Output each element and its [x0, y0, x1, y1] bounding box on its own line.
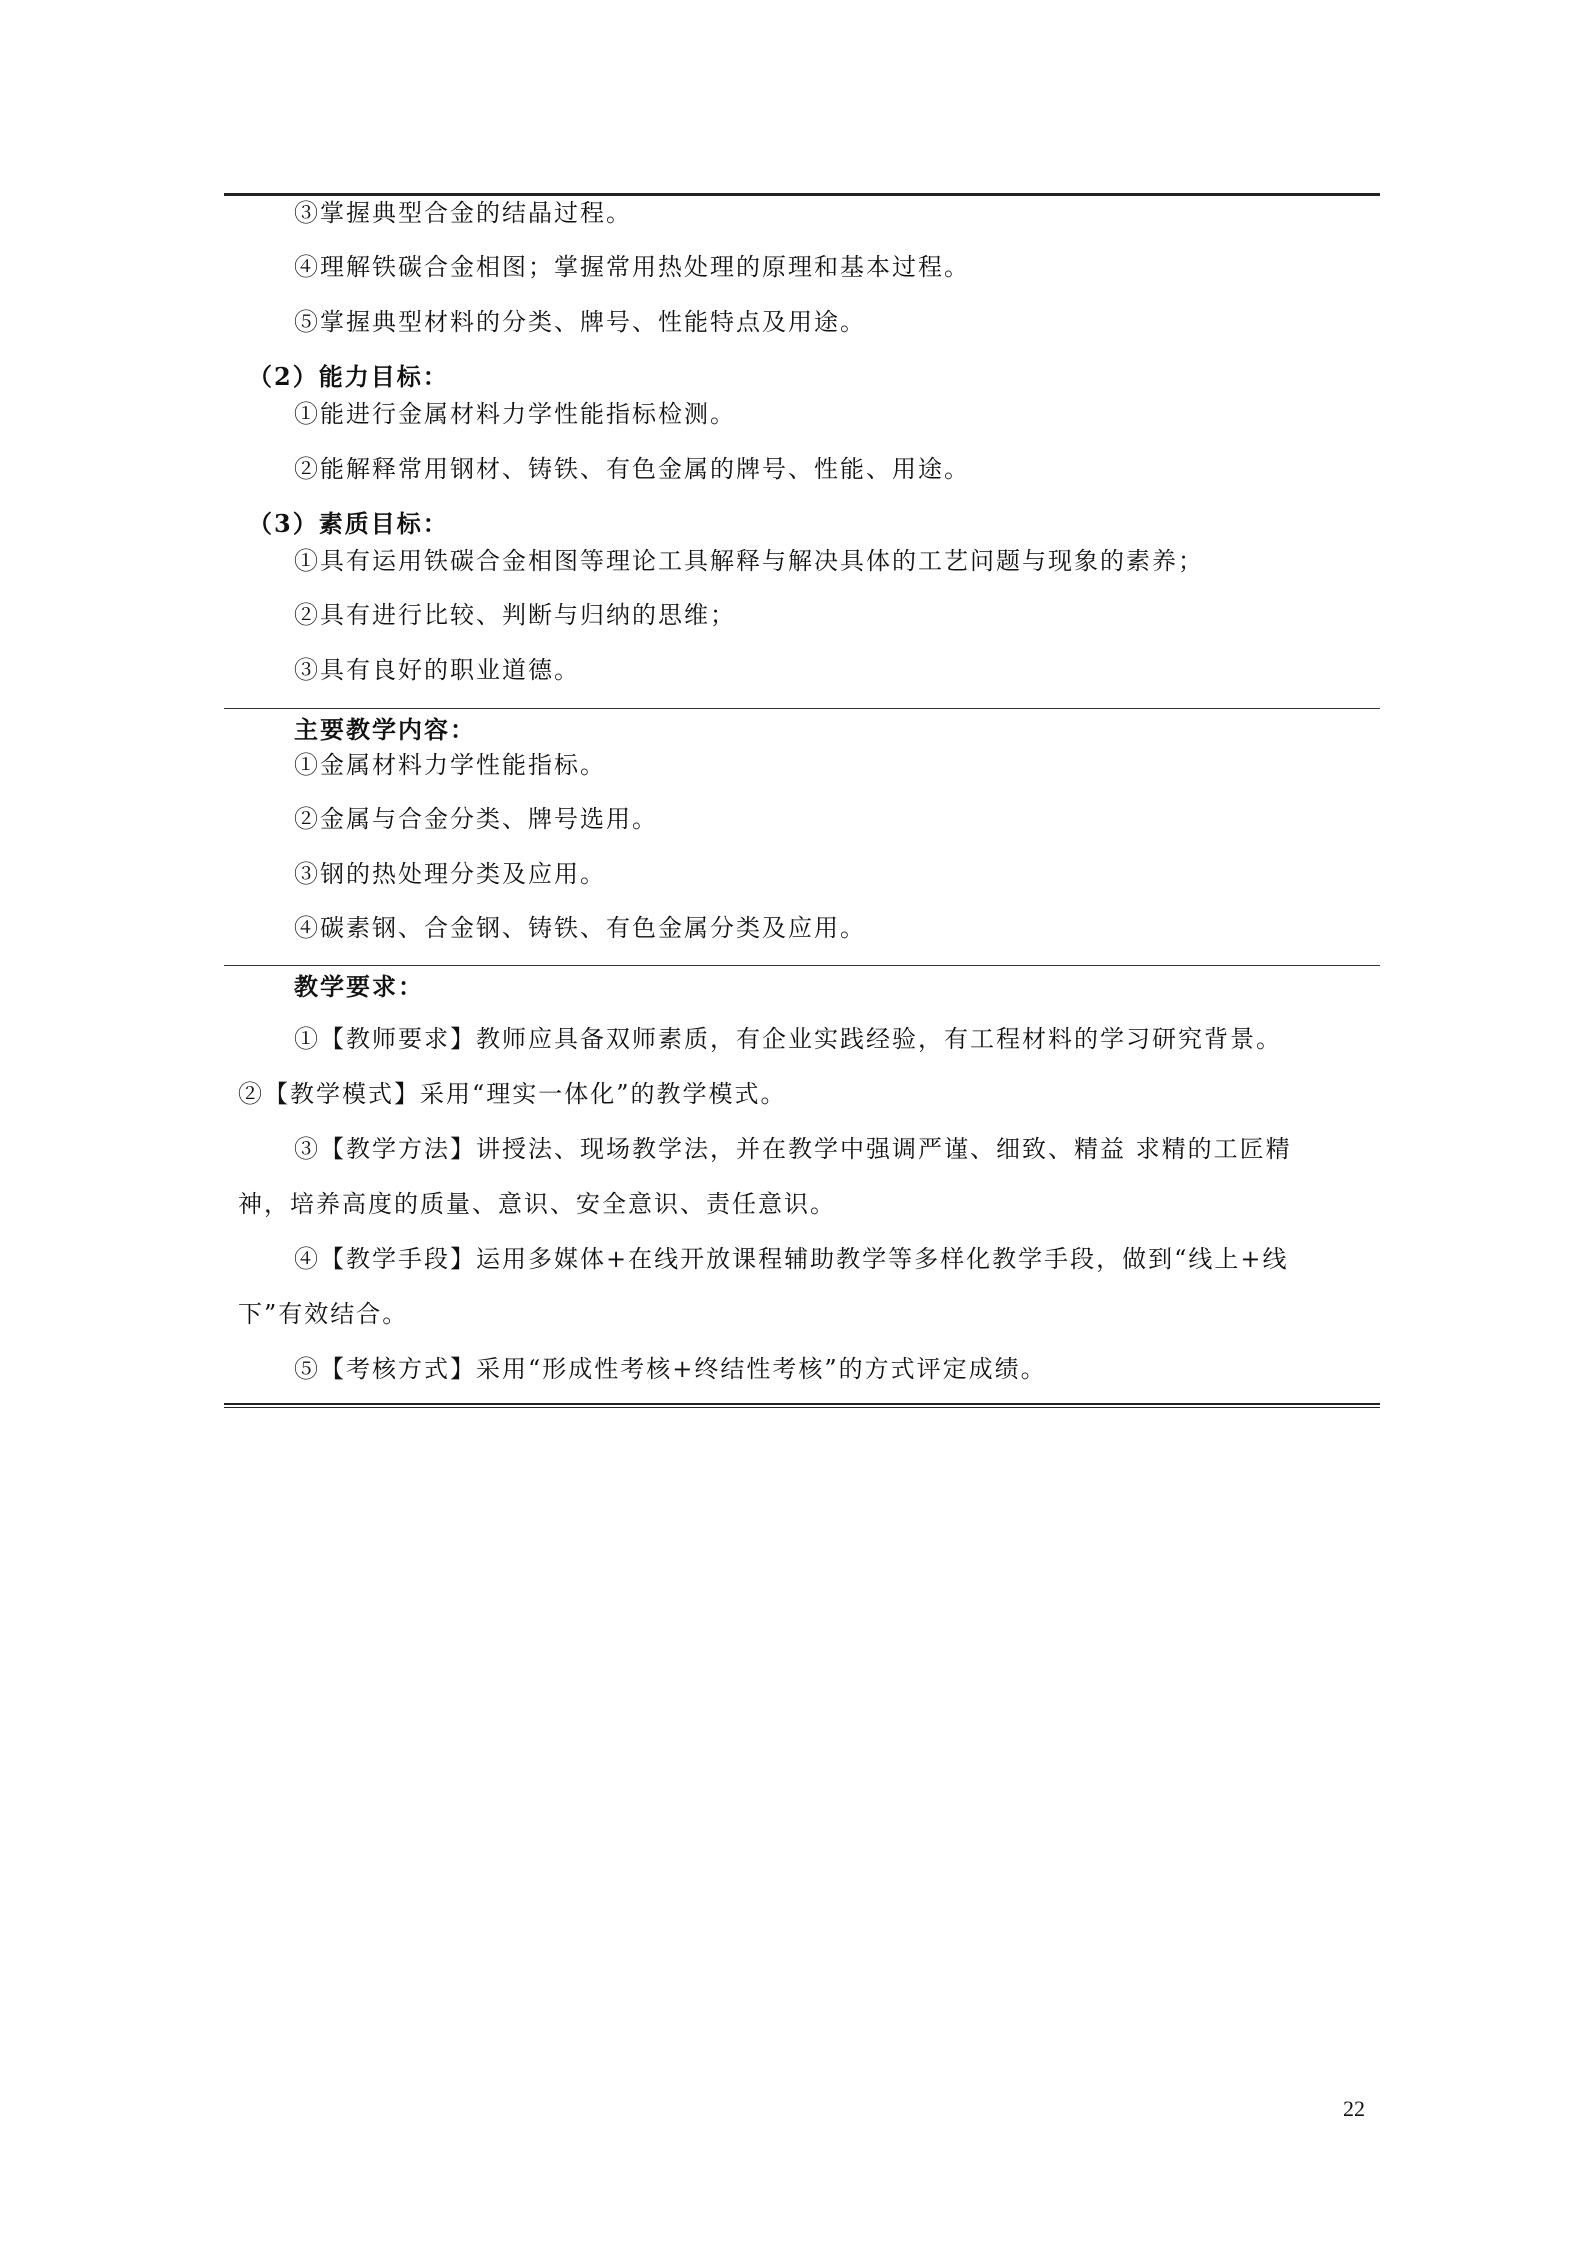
requirements-line-4: 神，培养高度的质量、意识、安全意识、责任意识。 — [238, 1190, 836, 1218]
requirements-heading: 教学要求： — [294, 972, 424, 1001]
requirements-line-2: ②【教学模式】采用“理实一体化”的教学模式。 — [238, 1080, 787, 1108]
requirements-line-5: ④【教学手段】运用多媒体+在线开放课程辅助教学等多样化教学手段，做到“线上+线 — [294, 1245, 1289, 1273]
quality-item-2: ②具有进行比较、判断与归纳的思维； — [294, 601, 736, 629]
requirements-line-6: 下”有效结合。 — [238, 1300, 409, 1328]
content-item-4: ④碳素钢、合金钢、铸铁、有色金属分类及应用。 — [294, 914, 866, 942]
requirements-line-7: ⑤【考核方式】采用“形成性考核+终结性考核”的方式评定成绩。 — [294, 1355, 1047, 1383]
content-heading: 主要教学内容： — [294, 715, 476, 744]
section-divider-content — [224, 708, 1380, 709]
quality-item-3: ③具有良好的职业道德。 — [294, 656, 580, 684]
knowledge-item-3: ③掌握典型合金的结晶过程。 — [294, 199, 632, 227]
ability-item-2: ②能解释常用钢材、铸铁、有色金属的牌号、性能、用途。 — [294, 455, 970, 483]
requirements-line-3: ③【教学方法】讲授法、现场教学法，并在教学中强调严谨、细致、精益 求精的工匠精 — [294, 1135, 1292, 1163]
ability-heading: （2）能力目标： — [248, 362, 449, 391]
page-number: 22 — [1343, 2096, 1365, 2121]
quality-heading: （3）素质目标： — [248, 509, 449, 538]
content-item-3: ③钢的热处理分类及应用。 — [294, 860, 606, 888]
knowledge-item-4: ④理解铁碳合金相图；掌握常用热处理的原理和基本过程。 — [294, 253, 970, 281]
section-divider-requirements — [224, 965, 1380, 966]
content-item-1: ①金属材料力学性能指标。 — [294, 751, 606, 779]
knowledge-item-5: ⑤掌握典型材料的分类、牌号、性能特点及用途。 — [294, 308, 866, 336]
requirements-line-1: ①【教师要求】教师应具备双师素质，有企业实践经验，有工程材料的学习研究背景。 — [294, 1025, 1282, 1053]
table-bottom-border — [224, 1403, 1380, 1408]
content-item-2: ②金属与合金分类、牌号选用。 — [294, 805, 658, 833]
quality-item-1: ①具有运用铁碳合金相图等理论工具解释与解决具体的工艺问题与现象的素养； — [294, 547, 1204, 575]
ability-item-1: ①能进行金属材料力学性能指标检测。 — [294, 400, 736, 428]
